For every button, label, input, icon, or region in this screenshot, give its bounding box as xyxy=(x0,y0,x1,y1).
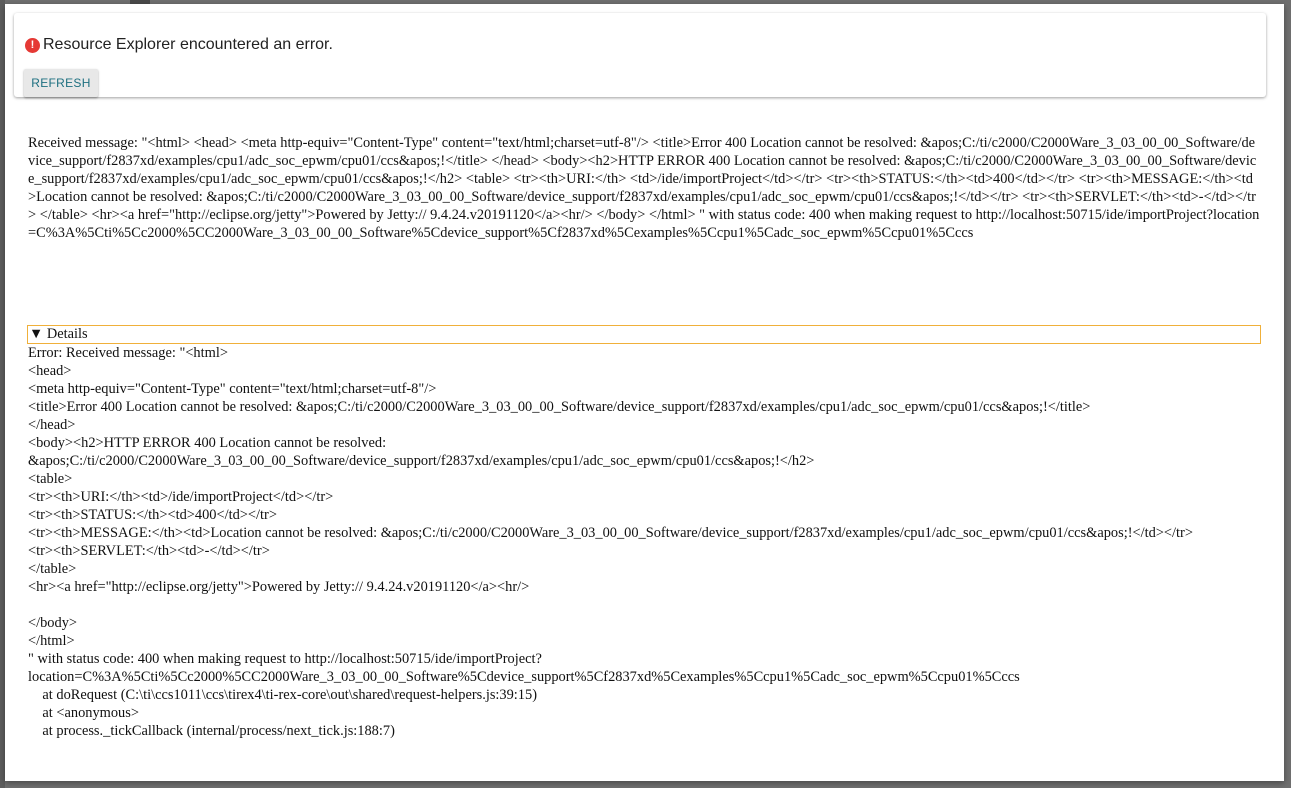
details-line: at process._tickCallback (internal/process/next_tick.js:188:7) xyxy=(28,723,395,739)
details-line: at <anonymous> xyxy=(28,705,139,721)
details-line: <tr><th>STATUS:</th><td>400</td></tr> xyxy=(28,507,277,523)
details-line: at doRequest (C:\ti\ccs1011\ccs\tirex4\ti-rex-core\out\shared\request-helpers.js:39:15) xyxy=(28,687,537,703)
details-line: <title>Error 400 Location cannot be resolved: &apos;C:/ti/c2000/C2000Ware_3_03_00_00_Software/device_support/f2837xd/examples/cpu1/adc_soc_epwm/cpu01/ccs&apos;!</title> xyxy=(28,399,1091,415)
details-line: </body> xyxy=(28,615,78,631)
details-line: <table> xyxy=(28,471,73,487)
details-line: location=C%3A%5Cti%5Cc2000%5CC2000Ware_3_03_00_00_Software%5Cdevice_support%5Cf2837xd%5Cexamples%5Ccpu1%5Cadc_soc_epwm%5Ccpu01%5Cccs xyxy=(28,669,1020,685)
details-line: <meta http-equiv="Content-Type" content="text/html;charset=utf-8"/> xyxy=(28,381,437,397)
details-line: <tr><th>SERVLET:</th><td>-</td></tr> xyxy=(28,543,270,559)
details-stack-trace xyxy=(28,344,1264,740)
error-icon: ! xyxy=(25,38,40,53)
details-line: </head> xyxy=(28,417,76,433)
details-line: </table> xyxy=(28,561,77,577)
refresh-button[interactable]: REFRESH xyxy=(24,69,98,97)
details-line: <hr><a href="http://eclipse.org/jetty">Powered by Jetty:// 9.4.24.v20191120</a><hr/> xyxy=(28,579,530,595)
details-line: &apos;C:/ti/c2000/C2000Ware_3_03_00_00_Software/device_support/f2837xd/examples/cpu1/adc_soc_epwm/cpu01/ccs&apos;!</h2> xyxy=(28,453,815,469)
error-message: Received message: "<html> <head> <meta http-equiv="Content-Type" content="text/html;charset=utf-8"/> <title>Error 400 Location cannot be resolved: &apos;C:/ti/c2000/C2000Ware_3_03_00_00_Software/device_support/f2837xd/examples/cpu1/adc_soc_epwm/cpu01/ccs&apos;!</title> </head> <body><h2>HTTP ERROR 400 Location cannot be resolved: &apos;C:/ti/c2000/C2000Ware_3_03_00_00_Software/device_support/f2837xd/examples/cpu1/adc_soc_epwm/cpu01/ccs&apos;!</h2> <table> <tr><th>URI:</th> <td>/ide/importProject</td></tr> <tr><th>STATUS:</th><td>400</td></tr> <tr><th>MESSAGE:</th><td>Location cannot be resolved: &apos;C:/ti/c2000/C2000Ware_3_03_00_00_Software/device_support/f2837xd/examples/cpu1/adc_soc_epwm/cpu01/ccs&apos;!</td></tr> <tr><th>SERVLET:</th><td>-</td></tr> </table> <hr><a href="http://eclipse.org/jetty">Powered by Jetty:// 9.4.24.v20191120</a><hr/> </body> </html> " with status code: 400 when making request to http://localhost:50715/ide/importProject?location=C%3A%5Cti%5Cc2000%5CC2000Ware_3_03_00_00_Software%5Cdevice_support%5Cf2837xd%5Cexamples%5Ccpu1%5Cadc_soc_epwm%5Ccpu01%5Cccs xyxy=(28,135,1260,241)
details-toggle[interactable]: ▼ Details xyxy=(27,325,1261,344)
details-line: <body><h2>HTTP ERROR 400 Location cannot be resolved: xyxy=(28,435,387,451)
error-title: Resource Explorer encountered an error. xyxy=(43,36,333,53)
details-line: Error: Received message: "<html> xyxy=(28,345,228,361)
error-header xyxy=(25,36,333,54)
details-line: <tr><th>URI:</th><td>/ide/importProject</td></tr> xyxy=(28,489,334,505)
details-line: <head> xyxy=(28,363,72,379)
details-line xyxy=(28,596,1264,614)
error-card xyxy=(14,13,1266,97)
details-line: " with status code: 400 when making request to http://localhost:50715/ide/importProject? xyxy=(28,651,542,667)
details-line: </html> xyxy=(28,633,75,649)
details-line: <tr><th>MESSAGE:</th><td>Location cannot be resolved: &apos;C:/ti/c2000/C2000Ware_3_03_00_00_Software/device_support/f2837xd/examples/cpu1/adc_soc_epwm/cpu01/ccs&apos;!</td></tr> xyxy=(28,525,1193,541)
error-dialog xyxy=(5,4,1284,781)
